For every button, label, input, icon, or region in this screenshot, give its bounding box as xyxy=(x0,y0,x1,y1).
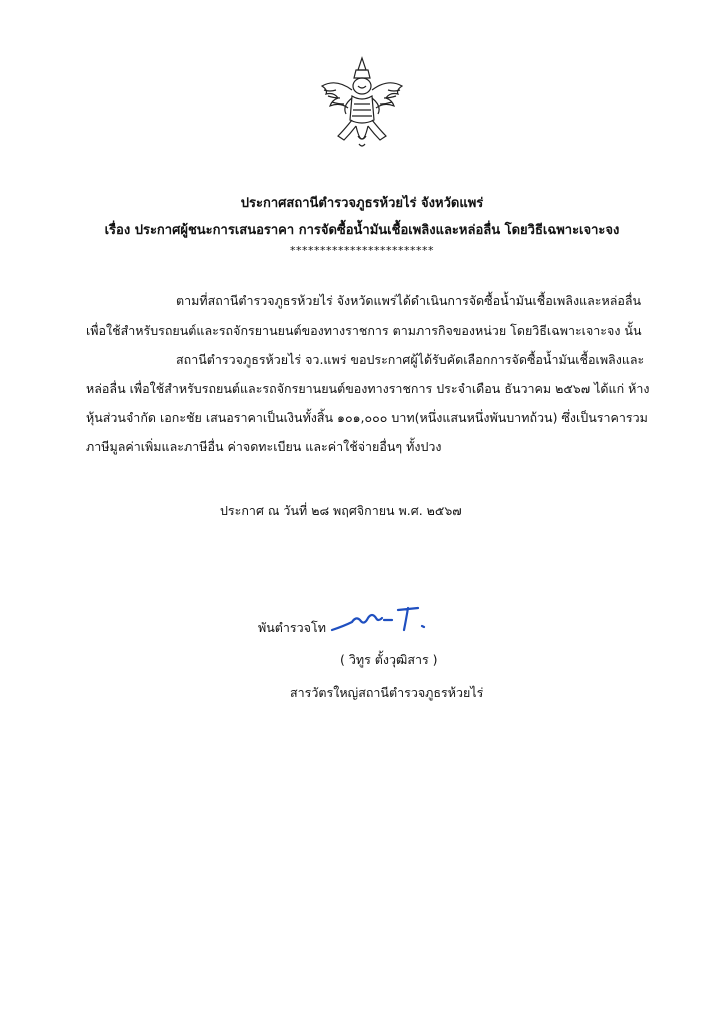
signer-rank: พันตำรวจโท xyxy=(258,620,326,635)
handwritten-signature xyxy=(328,596,448,636)
separator-stars: ************************ xyxy=(290,244,434,257)
signer-name: ( วิทูร ตั้งวุฒิสาร ) xyxy=(340,652,438,667)
body-line-4: หล่อลื่น เพื่อใช้สำหรับรถยนต์และรถจักรยานยนต์ของทางราชการ ประจำเดือน ธันวาคม ๒๕๖๗ ได้แก่ ห้าง xyxy=(86,381,650,396)
announcement-subject: เรื่อง ประกาศผู้ชนะการเสนอราคา การจัดซื้อน้ำมันเชื้อเพลิงและหล่อลื่น โดยวิธีเฉพาะเจาะจง xyxy=(104,223,620,238)
body-line-3: สถานีตำรวจภูธรห้วยไร่ จว.แพร่ ขอประกาศผู้ได้รับคัดเลือกการจัดซื้อน้ำมันเชื้อเพลิงและ xyxy=(176,352,645,367)
announcement-title: ประกาศสถานีตำรวจภูธรห้วยไร่ จังหวัดแพร่ xyxy=(240,196,484,211)
signer-position: สารวัตรใหญ่สถานีตำรวจภูธรห้วยไร่ xyxy=(290,685,484,700)
garuda-emblem xyxy=(318,56,406,156)
announce-date: ประกาศ ณ วันที่ ๒๘ พฤศจิกายน พ.ศ. ๒๕๖๗ xyxy=(220,503,462,518)
body-line-1: ตามที่สถานีตำรวจภูธรห้วยไร่ จังหวัดแพร่ได้ดำเนินการจัดซื้อน้ำมันเชื้อเพลิงและหล่อลื่น xyxy=(176,293,642,308)
body-line-2: เพื่อใช้สำหรับรถยนต์และรถจักรยานยนต์ของทางราชการ ตามภารกิจของหน่วย โดยวิธีเฉพาะเจาะจง นั้น xyxy=(86,323,642,338)
body-line-6: ภาษีมูลค่าเพิ่มและภาษีอื่น ค่าจดทะเบียน และค่าใช้จ่ายอื่นๆ ทั้งปวง xyxy=(86,439,442,454)
body-line-5: หุ้นส่วนจำกัด เอกะชัย เสนอราคาเป็นเงินทั้งสิ้น ๑๐๑,๐๐๐ บาท(หนึ่งแสนหนึ่งพันบาทถ้วน) ซึ่งเป็นราคารวม xyxy=(86,410,648,425)
